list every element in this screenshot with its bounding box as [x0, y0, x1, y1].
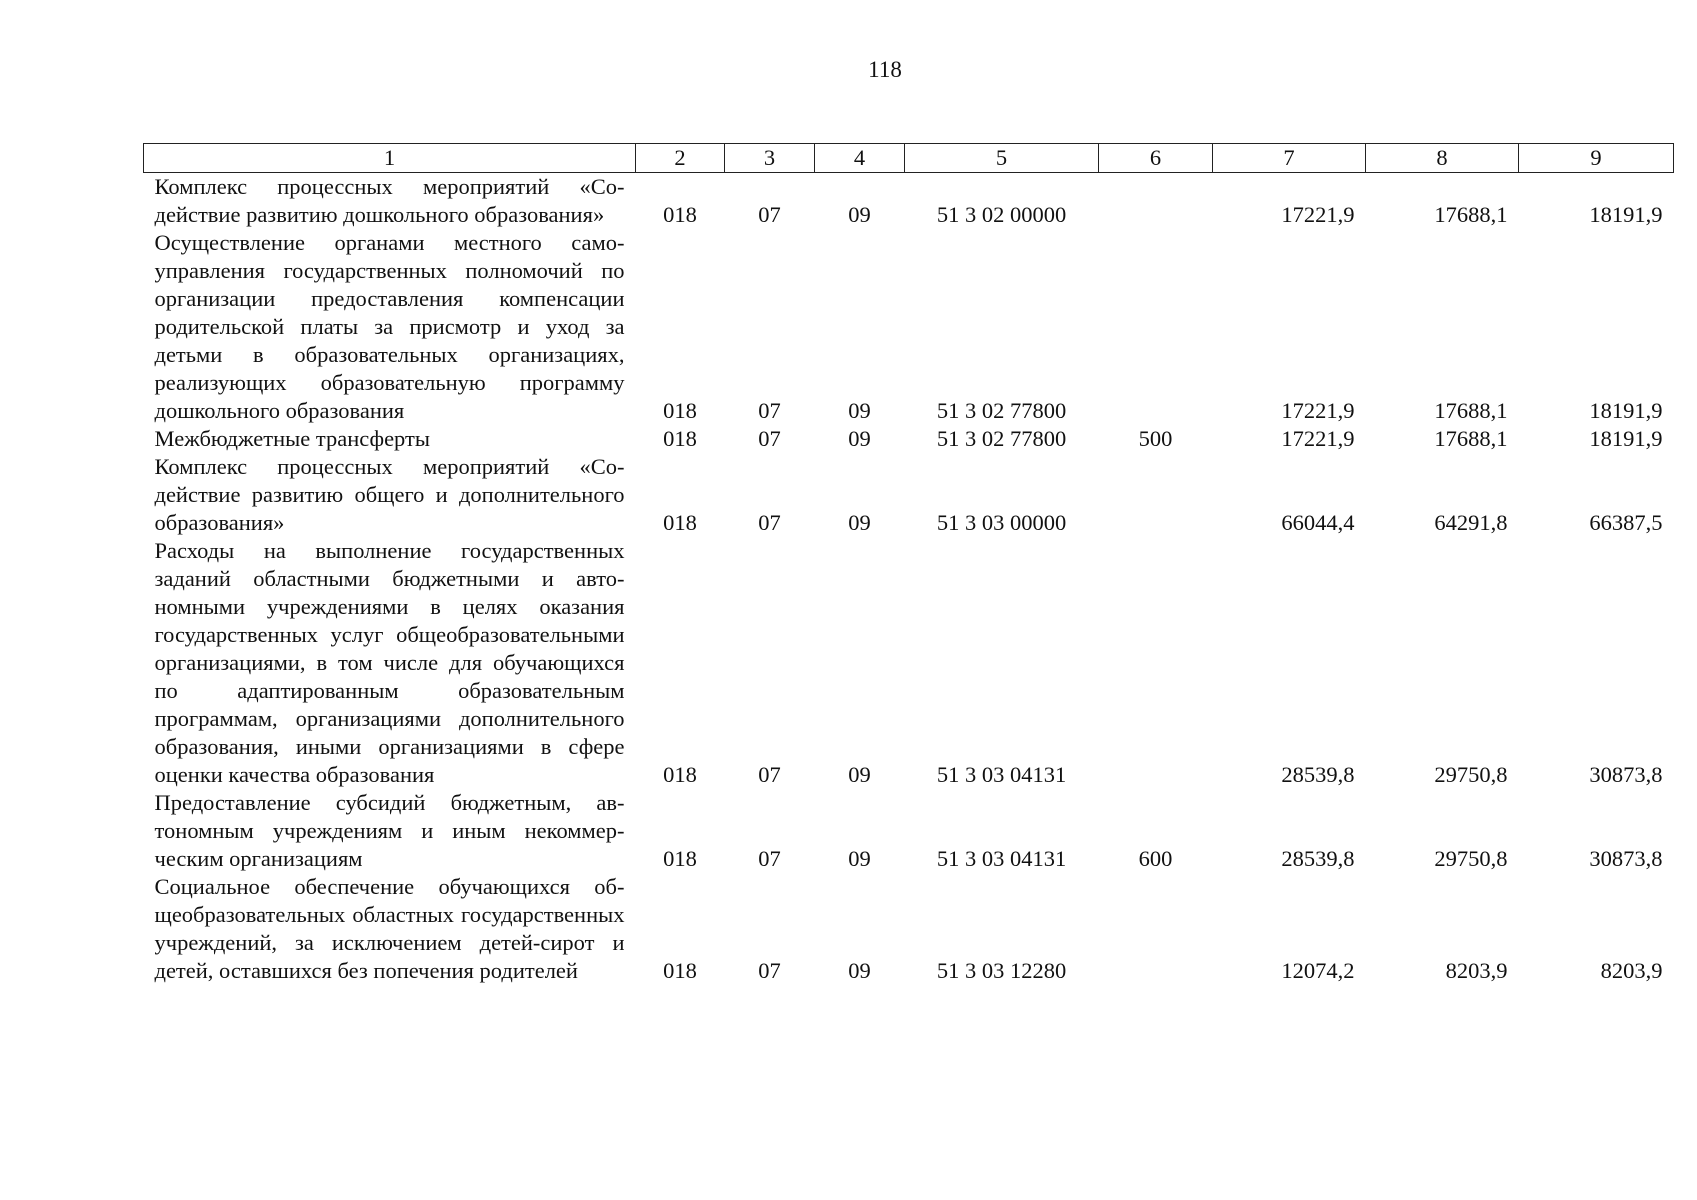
- cell-amount-8: 29750,8: [1434, 762, 1508, 787]
- cell-amount-9: 18191,9: [1589, 426, 1663, 451]
- table-row: [144, 229, 1674, 425]
- cell-amount-9: 8203,9: [1600, 958, 1663, 983]
- table-row: [144, 873, 1674, 985]
- column-header: 6: [1099, 144, 1213, 173]
- cell-amount-8: 17688,1: [1434, 398, 1508, 423]
- cell-amount-8: 8203,9: [1445, 958, 1508, 983]
- cell-section: 07: [758, 958, 781, 983]
- cell-amount-9: 66387,5: [1589, 510, 1663, 535]
- cell-amount-8: 17688,1: [1434, 202, 1508, 227]
- budget-table: [143, 143, 1674, 985]
- cell-amount-7: 28539,8: [1281, 762, 1355, 787]
- cell-section: 07: [758, 510, 781, 535]
- cell-section: 07: [758, 846, 781, 871]
- cell-expense-type: [1099, 537, 1213, 789]
- cell-amount-7: 12074,2: [1281, 958, 1355, 983]
- cell-subsection: 09: [848, 398, 871, 423]
- cell-subsection: 09: [848, 762, 871, 787]
- cell-amount-7: 17221,9: [1281, 202, 1355, 227]
- page-number: 118: [868, 57, 902, 82]
- row-name: Межбюджетные трансферты: [154, 426, 430, 451]
- cell-amount-8: 17688,1: [1434, 426, 1508, 451]
- cell-expense-type: [1099, 229, 1213, 425]
- cell-target-article: 51 3 03 04131: [936, 846, 1067, 871]
- table-row: [144, 453, 1674, 537]
- cell-amount-8: 29750,8: [1434, 846, 1508, 871]
- table-row: [144, 173, 1674, 230]
- cell-subsection: 09: [848, 510, 871, 535]
- cell-target-article: 51 3 02 00000: [936, 202, 1067, 227]
- column-header: 7: [1213, 144, 1366, 173]
- cell-amount-9: 18191,9: [1589, 202, 1663, 227]
- cell-ministry: 018: [663, 846, 697, 871]
- cell-expense-type: [1099, 173, 1213, 230]
- cell-ministry: 018: [663, 958, 697, 983]
- cell-ministry: 018: [663, 510, 697, 535]
- column-header: 5: [905, 144, 1099, 173]
- cell-amount-8: 64291,8: [1434, 510, 1508, 535]
- cell-section: 07: [758, 762, 781, 787]
- cell-subsection: 09: [848, 958, 871, 983]
- column-header: 9: [1519, 144, 1674, 173]
- row-name: Расходы на выполнение государственных заданий областными бюджетными и автономными учреждениями в целях оказания государственных услуг общеобразовательными организациями, в том числе для обучающихся по адаптированным образовательным программам, организациями дополнительного образования, иными организациями в сфере оценки качества образования: [154, 538, 625, 787]
- cell-section: 07: [758, 202, 781, 227]
- cell-expense-type: 500: [1138, 426, 1173, 451]
- cell-ministry: 018: [663, 202, 697, 227]
- cell-target-article: 51 3 03 04131: [936, 762, 1067, 787]
- cell-ministry: 018: [663, 762, 697, 787]
- cell-subsection: 09: [848, 202, 871, 227]
- cell-section: 07: [758, 426, 781, 451]
- table-row: [144, 537, 1674, 789]
- cell-ministry: 018: [663, 398, 697, 423]
- cell-amount-9: 18191,9: [1589, 398, 1663, 423]
- column-header: 4: [815, 144, 905, 173]
- cell-target-article: 51 3 03 00000: [936, 510, 1067, 535]
- cell-ministry: 018: [663, 426, 697, 451]
- cell-expense-type: [1099, 873, 1213, 985]
- cell-section: 07: [758, 398, 781, 423]
- column-header: 1: [144, 144, 636, 173]
- cell-expense-type: 600: [1138, 846, 1173, 871]
- cell-amount-7: 17221,9: [1281, 426, 1355, 451]
- cell-subsection: 09: [848, 426, 871, 451]
- table-header-row: [144, 144, 1674, 173]
- cell-target-article: 51 3 02 77800: [936, 398, 1067, 423]
- cell-target-article: 51 3 03 12280: [936, 958, 1067, 983]
- table-row: [144, 425, 1674, 453]
- row-name: Комплекс процессных мероприятий «Содействие развитию общего и дополнительного образования»: [154, 454, 625, 535]
- cell-amount-7: 66044,4: [1281, 510, 1355, 535]
- table-row: [144, 789, 1674, 873]
- row-name: Комплекс процессных мероприятий «Содействие развитию дошкольного образования»: [154, 174, 625, 227]
- column-header: 3: [725, 144, 815, 173]
- cell-amount-7: 17221,9: [1281, 398, 1355, 423]
- cell-expense-type: [1099, 453, 1213, 537]
- cell-target-article: 51 3 02 77800: [936, 426, 1067, 451]
- column-header: 2: [636, 144, 725, 173]
- row-name: Предоставление субсидий бюджетным, автономным учреждениям и иным некоммерческим организациям: [154, 790, 625, 871]
- cell-subsection: 09: [848, 846, 871, 871]
- cell-amount-9: 30873,8: [1589, 846, 1663, 871]
- cell-amount-7: 28539,8: [1281, 846, 1355, 871]
- row-name: Осуществление органами местного самоуправления государственных полномочий по организации предоставления компенсации родительской платы за присмотр и уход за детьми в образовательных организациях, реализующих образовательную программу дошкольного образования: [154, 230, 625, 423]
- row-name: Социальное обеспечение обучающихся общеобразовательных областных государственных учреждений, за исключением детей-сирот и детей, оставшихся без попечения родителей: [154, 874, 625, 983]
- column-header: 8: [1366, 144, 1519, 173]
- cell-amount-9: 30873,8: [1589, 762, 1663, 787]
